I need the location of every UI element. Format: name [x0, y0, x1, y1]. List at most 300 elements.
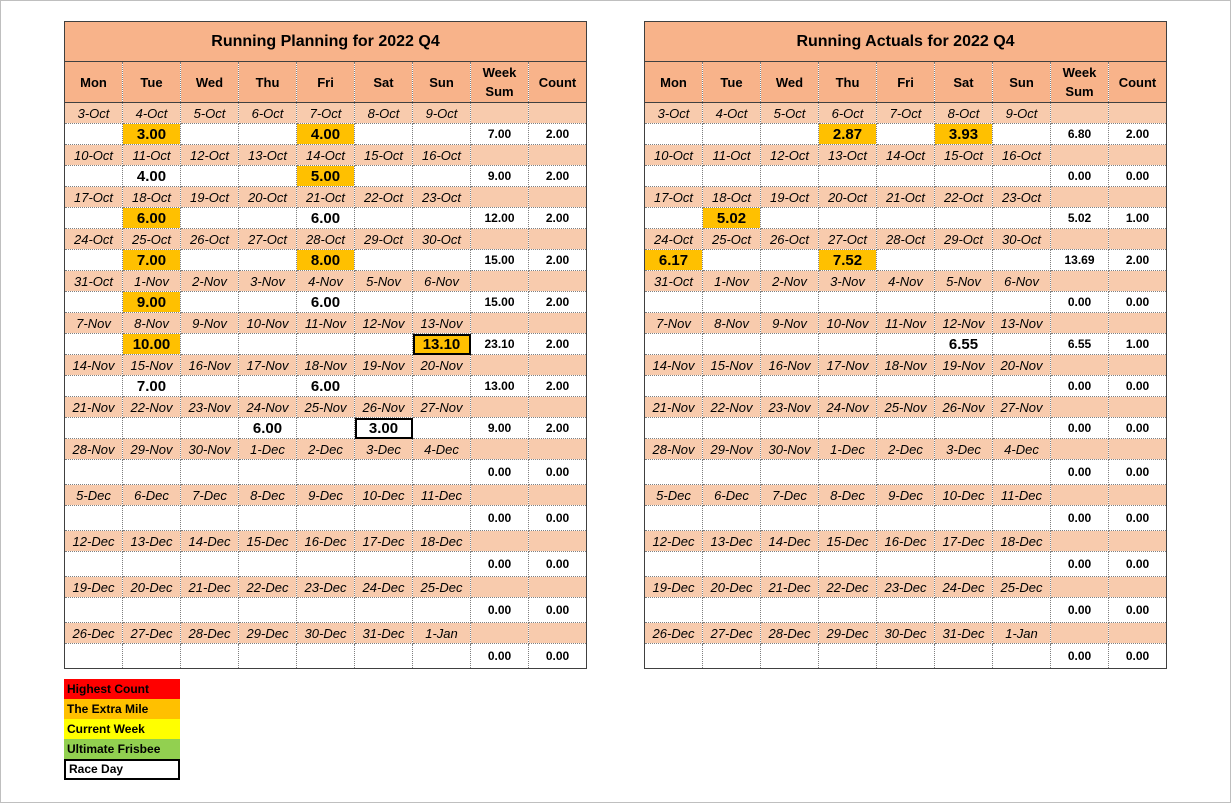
distance-cell[interactable] — [703, 418, 761, 439]
date-cell[interactable]: 7-Dec — [181, 485, 239, 506]
distance-cell[interactable] — [413, 506, 471, 531]
date-cell[interactable]: 20-Oct — [819, 187, 877, 208]
date-cell[interactable]: 21-Nov — [65, 397, 123, 418]
distance-cell[interactable] — [935, 292, 993, 313]
distance-cell[interactable] — [761, 334, 819, 355]
date-cell[interactable]: 1-Jan — [413, 623, 471, 644]
distance-cell[interactable] — [993, 208, 1051, 229]
header-cell[interactable]: Wed — [181, 62, 239, 103]
week-sum-cell[interactable]: 12.00 — [471, 208, 529, 229]
distance-cell[interactable]: 7.00 — [123, 250, 181, 271]
empty-cell[interactable] — [1109, 313, 1167, 334]
header-cell[interactable]: Thu — [239, 62, 297, 103]
distance-cell[interactable] — [65, 208, 123, 229]
date-cell[interactable]: 2-Nov — [761, 271, 819, 292]
distance-cell[interactable] — [645, 552, 703, 577]
date-cell[interactable]: 28-Nov — [645, 439, 703, 460]
distance-cell[interactable] — [819, 418, 877, 439]
empty-cell[interactable] — [1109, 577, 1167, 598]
distance-cell[interactable] — [297, 334, 355, 355]
date-cell[interactable]: 22-Nov — [123, 397, 181, 418]
date-cell[interactable]: 1-Dec — [819, 439, 877, 460]
distance-cell[interactable] — [877, 506, 935, 531]
date-cell[interactable]: 21-Nov — [645, 397, 703, 418]
week-sum-cell[interactable]: 0.00 — [1051, 376, 1109, 397]
empty-cell[interactable] — [1109, 623, 1167, 644]
distance-cell[interactable] — [297, 552, 355, 577]
count-cell[interactable]: 0.00 — [529, 598, 587, 623]
empty-cell[interactable] — [1051, 145, 1109, 166]
date-cell[interactable]: 29-Dec — [819, 623, 877, 644]
empty-cell[interactable] — [471, 145, 529, 166]
count-cell[interactable]: 0.00 — [1109, 552, 1167, 577]
date-cell[interactable]: 7-Oct — [297, 103, 355, 124]
week-sum-cell[interactable]: 0.00 — [1051, 552, 1109, 577]
empty-cell[interactable] — [1109, 531, 1167, 552]
distance-cell[interactable] — [935, 598, 993, 623]
empty-cell[interactable] — [1051, 313, 1109, 334]
date-cell[interactable]: 3-Oct — [65, 103, 123, 124]
date-cell[interactable]: 12-Oct — [181, 145, 239, 166]
distance-cell[interactable] — [181, 292, 239, 313]
distance-cell[interactable] — [819, 292, 877, 313]
week-sum-cell[interactable]: 5.02 — [1051, 208, 1109, 229]
date-cell[interactable]: 3-Dec — [355, 439, 413, 460]
distance-cell[interactable] — [761, 250, 819, 271]
empty-cell[interactable] — [529, 187, 587, 208]
distance-cell[interactable] — [703, 644, 761, 669]
distance-cell[interactable] — [645, 208, 703, 229]
date-cell[interactable]: 14-Dec — [181, 531, 239, 552]
date-cell[interactable]: 4-Nov — [297, 271, 355, 292]
date-cell[interactable]: 24-Oct — [65, 229, 123, 250]
distance-cell[interactable] — [645, 124, 703, 145]
distance-cell[interactable] — [761, 208, 819, 229]
date-cell[interactable]: 3-Oct — [645, 103, 703, 124]
date-cell[interactable]: 11-Oct — [123, 145, 181, 166]
date-cell[interactable]: 16-Dec — [877, 531, 935, 552]
date-cell[interactable]: 14-Dec — [761, 531, 819, 552]
date-cell[interactable]: 26-Dec — [645, 623, 703, 644]
distance-cell[interactable] — [877, 250, 935, 271]
date-cell[interactable]: 22-Dec — [239, 577, 297, 598]
date-cell[interactable]: 14-Oct — [297, 145, 355, 166]
distance-cell[interactable] — [993, 460, 1051, 485]
date-cell[interactable]: 12-Dec — [645, 531, 703, 552]
week-sum-cell[interactable]: 15.00 — [471, 250, 529, 271]
date-cell[interactable]: 15-Oct — [935, 145, 993, 166]
week-sum-cell[interactable]: 0.00 — [1051, 460, 1109, 485]
date-cell[interactable]: 7-Dec — [761, 485, 819, 506]
count-cell[interactable]: 0.00 — [1109, 506, 1167, 531]
date-cell[interactable]: 11-Nov — [297, 313, 355, 334]
distance-cell[interactable] — [239, 460, 297, 485]
date-cell[interactable]: 28-Oct — [877, 229, 935, 250]
distance-cell[interactable] — [761, 418, 819, 439]
date-cell[interactable]: 12-Dec — [65, 531, 123, 552]
week-sum-cell[interactable]: 0.00 — [471, 506, 529, 531]
date-cell[interactable]: 13-Nov — [413, 313, 471, 334]
count-cell[interactable]: 2.00 — [529, 166, 587, 187]
distance-cell[interactable] — [819, 334, 877, 355]
distance-cell[interactable] — [355, 506, 413, 531]
distance-cell[interactable] — [297, 598, 355, 623]
distance-cell[interactable] — [819, 506, 877, 531]
date-cell[interactable]: 15-Oct — [355, 145, 413, 166]
distance-cell[interactable] — [123, 460, 181, 485]
distance-cell[interactable]: 10.00 — [123, 334, 181, 355]
date-cell[interactable]: 19-Dec — [645, 577, 703, 598]
date-cell[interactable]: 11-Dec — [413, 485, 471, 506]
distance-cell[interactable] — [65, 250, 123, 271]
distance-cell[interactable] — [645, 166, 703, 187]
date-cell[interactable]: 3-Nov — [819, 271, 877, 292]
distance-cell[interactable]: 4.00 — [123, 166, 181, 187]
distance-cell[interactable] — [65, 460, 123, 485]
empty-cell[interactable] — [1051, 485, 1109, 506]
distance-cell[interactable] — [65, 552, 123, 577]
date-cell[interactable]: 20-Nov — [413, 355, 471, 376]
distance-cell[interactable] — [761, 598, 819, 623]
date-cell[interactable]: 23-Dec — [877, 577, 935, 598]
date-cell[interactable]: 21-Oct — [877, 187, 935, 208]
week-sum-cell[interactable]: 15.00 — [471, 292, 529, 313]
date-cell[interactable]: 2-Dec — [297, 439, 355, 460]
distance-cell[interactable] — [181, 124, 239, 145]
count-cell[interactable]: 2.00 — [1109, 124, 1167, 145]
distance-cell[interactable] — [239, 644, 297, 669]
date-cell[interactable]: 24-Nov — [239, 397, 297, 418]
date-cell[interactable]: 17-Nov — [239, 355, 297, 376]
distance-cell[interactable] — [239, 124, 297, 145]
distance-cell[interactable]: 13.10 — [413, 334, 471, 355]
distance-cell[interactable] — [355, 250, 413, 271]
empty-cell[interactable] — [1051, 103, 1109, 124]
date-cell[interactable]: 17-Dec — [355, 531, 413, 552]
distance-cell[interactable]: 3.93 — [935, 124, 993, 145]
date-cell[interactable]: 20-Dec — [703, 577, 761, 598]
date-cell[interactable]: 3-Dec — [935, 439, 993, 460]
distance-cell[interactable] — [645, 506, 703, 531]
distance-cell[interactable] — [645, 292, 703, 313]
date-cell[interactable]: 13-Nov — [993, 313, 1051, 334]
legend-item[interactable]: Current Week — [64, 719, 180, 739]
distance-cell[interactable] — [703, 166, 761, 187]
distance-cell[interactable] — [703, 376, 761, 397]
date-cell[interactable]: 2-Dec — [877, 439, 935, 460]
date-cell[interactable]: 19-Nov — [355, 355, 413, 376]
distance-cell[interactable] — [65, 598, 123, 623]
date-cell[interactable]: 23-Nov — [181, 397, 239, 418]
week-sum-cell[interactable]: 9.00 — [471, 418, 529, 439]
distance-cell[interactable] — [413, 376, 471, 397]
date-cell[interactable]: 25-Oct — [703, 229, 761, 250]
distance-cell[interactable] — [239, 376, 297, 397]
header-cell[interactable]: Sat — [355, 62, 413, 103]
date-cell[interactable]: 8-Oct — [935, 103, 993, 124]
distance-cell[interactable] — [993, 166, 1051, 187]
distance-cell[interactable] — [877, 208, 935, 229]
legend-item[interactable]: Ultimate Frisbee — [64, 739, 180, 759]
week-sum-cell[interactable]: 0.00 — [471, 460, 529, 485]
empty-cell[interactable] — [471, 623, 529, 644]
distance-cell[interactable] — [123, 418, 181, 439]
empty-cell[interactable] — [1051, 531, 1109, 552]
date-cell[interactable]: 18-Dec — [413, 531, 471, 552]
distance-cell[interactable] — [761, 166, 819, 187]
week-sum-cell[interactable]: 0.00 — [1051, 418, 1109, 439]
empty-cell[interactable] — [471, 103, 529, 124]
legend-item[interactable]: Highest Count — [64, 679, 180, 699]
empty-cell[interactable] — [1109, 397, 1167, 418]
date-cell[interactable]: 9-Nov — [181, 313, 239, 334]
count-cell[interactable]: 0.00 — [1109, 166, 1167, 187]
distance-cell[interactable] — [413, 250, 471, 271]
distance-cell[interactable] — [819, 376, 877, 397]
date-cell[interactable]: 11-Oct — [703, 145, 761, 166]
count-cell[interactable]: 2.00 — [529, 418, 587, 439]
header-cell[interactable]: Count — [529, 62, 587, 103]
count-cell[interactable]: 0.00 — [1109, 644, 1167, 669]
date-cell[interactable]: 24-Dec — [355, 577, 413, 598]
empty-cell[interactable] — [1051, 187, 1109, 208]
date-cell[interactable]: 22-Nov — [703, 397, 761, 418]
date-cell[interactable]: 8-Dec — [819, 485, 877, 506]
empty-cell[interactable] — [471, 229, 529, 250]
distance-cell[interactable] — [935, 644, 993, 669]
date-cell[interactable]: 14-Nov — [645, 355, 703, 376]
distance-cell[interactable] — [239, 334, 297, 355]
distance-cell[interactable] — [877, 376, 935, 397]
distance-cell[interactable] — [239, 292, 297, 313]
empty-cell[interactable] — [529, 623, 587, 644]
distance-cell[interactable]: 6.00 — [297, 208, 355, 229]
date-cell[interactable]: 15-Dec — [819, 531, 877, 552]
distance-cell[interactable] — [355, 644, 413, 669]
distance-cell[interactable] — [65, 292, 123, 313]
distance-cell[interactable] — [761, 292, 819, 313]
distance-cell[interactable] — [297, 460, 355, 485]
header-cell[interactable]: Wed — [761, 62, 819, 103]
empty-cell[interactable] — [1109, 229, 1167, 250]
distance-cell[interactable] — [123, 506, 181, 531]
date-cell[interactable]: 20-Dec — [123, 577, 181, 598]
date-cell[interactable]: 4-Oct — [703, 103, 761, 124]
date-cell[interactable]: 5-Nov — [355, 271, 413, 292]
date-cell[interactable]: 18-Oct — [123, 187, 181, 208]
week-sum-cell[interactable]: 13.69 — [1051, 250, 1109, 271]
date-cell[interactable]: 26-Dec — [65, 623, 123, 644]
distance-cell[interactable] — [413, 418, 471, 439]
distance-cell[interactable] — [413, 124, 471, 145]
date-cell[interactable]: 27-Dec — [703, 623, 761, 644]
week-sum-cell[interactable]: 9.00 — [471, 166, 529, 187]
distance-cell[interactable] — [993, 552, 1051, 577]
header-cell[interactable]: Sat — [935, 62, 993, 103]
distance-cell[interactable] — [65, 376, 123, 397]
date-cell[interactable]: 17-Dec — [935, 531, 993, 552]
distance-cell[interactable] — [703, 250, 761, 271]
date-cell[interactable]: 4-Nov — [877, 271, 935, 292]
empty-cell[interactable] — [1051, 397, 1109, 418]
date-cell[interactable]: 29-Nov — [703, 439, 761, 460]
distance-cell[interactable] — [993, 292, 1051, 313]
distance-cell[interactable] — [703, 506, 761, 531]
date-cell[interactable]: 21-Oct — [297, 187, 355, 208]
count-cell[interactable]: 2.00 — [1109, 250, 1167, 271]
distance-cell[interactable] — [645, 598, 703, 623]
distance-cell[interactable] — [355, 552, 413, 577]
distance-cell[interactable] — [181, 552, 239, 577]
count-cell[interactable]: 2.00 — [529, 334, 587, 355]
empty-cell[interactable] — [1109, 103, 1167, 124]
distance-cell[interactable] — [413, 598, 471, 623]
distance-cell[interactable] — [181, 208, 239, 229]
date-cell[interactable]: 25-Dec — [993, 577, 1051, 598]
distance-cell[interactable] — [877, 124, 935, 145]
distance-cell[interactable] — [935, 506, 993, 531]
distance-cell[interactable] — [123, 598, 181, 623]
empty-cell[interactable] — [471, 439, 529, 460]
distance-cell[interactable] — [877, 166, 935, 187]
empty-cell[interactable] — [529, 577, 587, 598]
date-cell[interactable]: 16-Oct — [993, 145, 1051, 166]
empty-cell[interactable] — [529, 145, 587, 166]
distance-cell[interactable] — [355, 208, 413, 229]
distance-cell[interactable] — [297, 644, 355, 669]
date-cell[interactable]: 30-Dec — [297, 623, 355, 644]
date-cell[interactable]: 9-Nov — [761, 313, 819, 334]
distance-cell[interactable] — [877, 552, 935, 577]
distance-cell[interactable] — [993, 506, 1051, 531]
empty-cell[interactable] — [1051, 355, 1109, 376]
date-cell[interactable]: 19-Nov — [935, 355, 993, 376]
distance-cell[interactable] — [819, 166, 877, 187]
count-cell[interactable]: 0.00 — [1109, 418, 1167, 439]
empty-cell[interactable] — [1051, 271, 1109, 292]
distance-cell[interactable] — [645, 376, 703, 397]
week-sum-cell[interactable]: 0.00 — [1051, 166, 1109, 187]
distance-cell[interactable] — [993, 376, 1051, 397]
date-cell[interactable]: 4-Dec — [413, 439, 471, 460]
empty-cell[interactable] — [529, 439, 587, 460]
distance-cell[interactable]: 5.02 — [703, 208, 761, 229]
distance-cell[interactable] — [181, 598, 239, 623]
date-cell[interactable]: 15-Dec — [239, 531, 297, 552]
date-cell[interactable]: 17-Oct — [65, 187, 123, 208]
date-cell[interactable]: 25-Dec — [413, 577, 471, 598]
date-cell[interactable]: 8-Oct — [355, 103, 413, 124]
count-cell[interactable]: 0.00 — [529, 644, 587, 669]
distance-cell[interactable] — [761, 376, 819, 397]
date-cell[interactable]: 18-Oct — [703, 187, 761, 208]
date-cell[interactable]: 27-Nov — [993, 397, 1051, 418]
date-cell[interactable]: 16-Dec — [297, 531, 355, 552]
week-sum-cell[interactable]: 7.00 — [471, 124, 529, 145]
empty-cell[interactable] — [529, 531, 587, 552]
distance-cell[interactable]: 8.00 — [297, 250, 355, 271]
distance-cell[interactable]: 7.52 — [819, 250, 877, 271]
empty-cell[interactable] — [471, 397, 529, 418]
date-cell[interactable]: 13-Dec — [123, 531, 181, 552]
date-cell[interactable]: 6-Dec — [123, 485, 181, 506]
date-cell[interactable]: 12-Nov — [355, 313, 413, 334]
distance-cell[interactable] — [993, 644, 1051, 669]
count-cell[interactable]: 0.00 — [1109, 376, 1167, 397]
count-cell[interactable]: 0.00 — [1109, 292, 1167, 313]
count-cell[interactable]: 2.00 — [529, 250, 587, 271]
week-sum-cell[interactable]: 0.00 — [1051, 506, 1109, 531]
distance-cell[interactable] — [413, 292, 471, 313]
date-cell[interactable]: 5-Dec — [645, 485, 703, 506]
date-cell[interactable]: 11-Nov — [877, 313, 935, 334]
empty-cell[interactable] — [529, 271, 587, 292]
distance-cell[interactable]: 3.00 — [355, 418, 413, 439]
planning-title[interactable]: Running Planning for 2022 Q4 — [65, 22, 587, 62]
empty-cell[interactable] — [529, 229, 587, 250]
empty-cell[interactable] — [471, 355, 529, 376]
date-cell[interactable]: 14-Nov — [65, 355, 123, 376]
count-cell[interactable]: 2.00 — [529, 208, 587, 229]
distance-cell[interactable]: 4.00 — [297, 124, 355, 145]
distance-cell[interactable] — [181, 506, 239, 531]
week-sum-cell[interactable]: 6.55 — [1051, 334, 1109, 355]
header-cell[interactable]: Week Sum — [1051, 62, 1109, 103]
empty-cell[interactable] — [471, 577, 529, 598]
header-cell[interactable]: Thu — [819, 62, 877, 103]
week-sum-cell[interactable]: 0.00 — [471, 598, 529, 623]
date-cell[interactable]: 28-Oct — [297, 229, 355, 250]
date-cell[interactable]: 12-Oct — [761, 145, 819, 166]
distance-cell[interactable] — [703, 598, 761, 623]
distance-cell[interactable] — [355, 598, 413, 623]
date-cell[interactable]: 27-Oct — [239, 229, 297, 250]
date-cell[interactable]: 31-Dec — [355, 623, 413, 644]
date-cell[interactable]: 25-Nov — [877, 397, 935, 418]
date-cell[interactable]: 13-Oct — [819, 145, 877, 166]
distance-cell[interactable] — [413, 208, 471, 229]
distance-cell[interactable] — [703, 124, 761, 145]
date-cell[interactable]: 18-Nov — [297, 355, 355, 376]
distance-cell[interactable] — [65, 644, 123, 669]
distance-cell[interactable] — [819, 598, 877, 623]
header-cell[interactable]: Fri — [877, 62, 935, 103]
header-cell[interactable]: Tue — [703, 62, 761, 103]
distance-cell[interactable] — [703, 552, 761, 577]
distance-cell[interactable] — [993, 418, 1051, 439]
date-cell[interactable]: 7-Nov — [65, 313, 123, 334]
empty-cell[interactable] — [1109, 439, 1167, 460]
date-cell[interactable]: 31-Dec — [935, 623, 993, 644]
date-cell[interactable]: 5-Oct — [181, 103, 239, 124]
distance-cell[interactable] — [181, 166, 239, 187]
distance-cell[interactable] — [935, 208, 993, 229]
date-cell[interactable]: 26-Oct — [761, 229, 819, 250]
empty-cell[interactable] — [471, 531, 529, 552]
legend-item[interactable]: The Extra Mile — [64, 699, 180, 719]
empty-cell[interactable] — [529, 103, 587, 124]
distance-cell[interactable]: 6.00 — [297, 292, 355, 313]
date-cell[interactable]: 23-Dec — [297, 577, 355, 598]
date-cell[interactable]: 21-Dec — [181, 577, 239, 598]
date-cell[interactable]: 6-Oct — [819, 103, 877, 124]
distance-cell[interactable] — [355, 166, 413, 187]
count-cell[interactable]: 2.00 — [529, 292, 587, 313]
distance-cell[interactable] — [413, 460, 471, 485]
distance-cell[interactable] — [65, 166, 123, 187]
date-cell[interactable]: 25-Nov — [297, 397, 355, 418]
date-cell[interactable]: 18-Dec — [993, 531, 1051, 552]
